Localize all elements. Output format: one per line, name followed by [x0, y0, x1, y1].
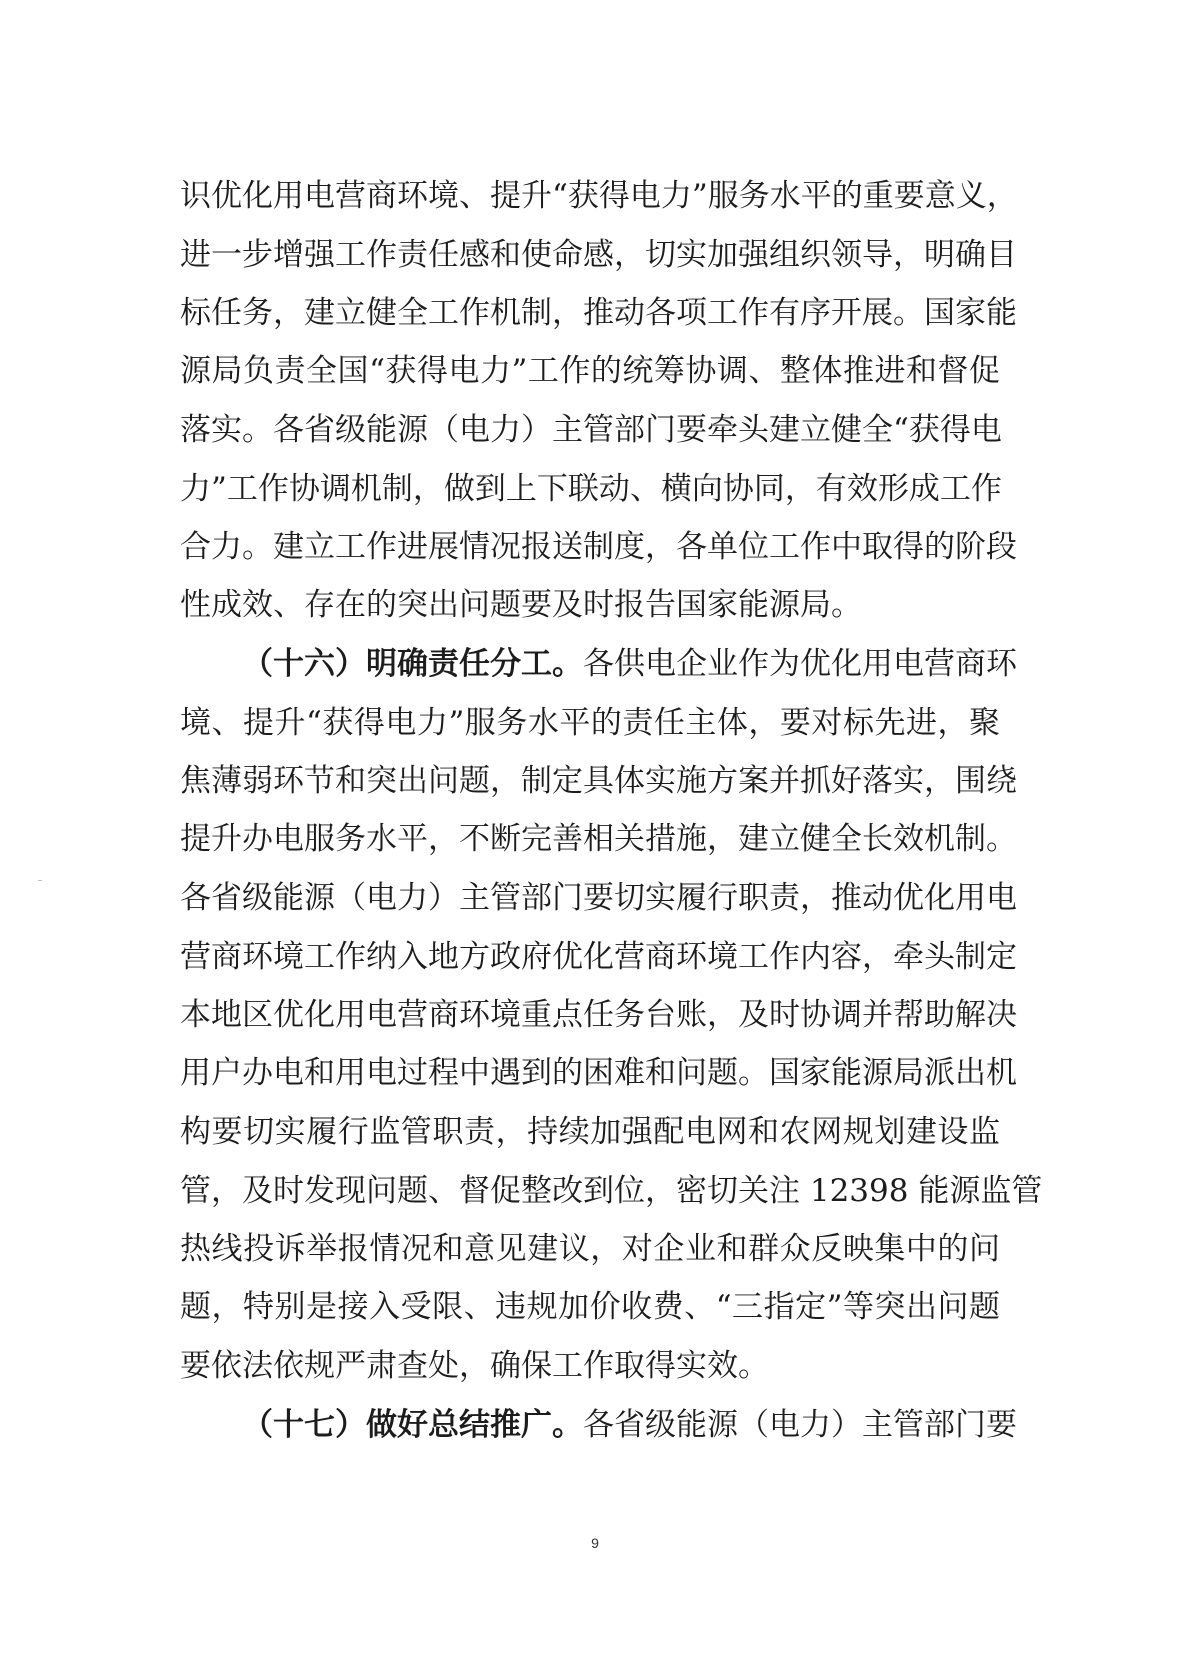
paragraph-line: 境、提升“获得电力”服务水平的责任主体，要对标先进，聚: [180, 705, 1000, 741]
paragraph-line: 热线投诉举报情况和意见建议，对企业和群众反映集中的问: [180, 1231, 1000, 1267]
section-17-heading: （十七）做好总结推广。: [242, 1407, 583, 1443]
paragraph-line: 进一步增强工作责任感和使命感，切实加强组织领导，明确目: [180, 237, 1017, 273]
paragraph-line: 构要切实履行监管职责，持续加强配电网和农网规划建设监: [180, 1114, 1000, 1150]
paragraph-line: 性成效、存在的突出问题要及时报告国家能源局。: [180, 587, 862, 623]
page-number: 9: [591, 1535, 599, 1551]
paragraph-line: 提升办电服务水平，不断完善相关措施，建立健全长效机制。: [180, 821, 1017, 857]
paragraph-line: 管，及时发现问题、督促整改到位，密切关注 12398 能源监管: [180, 1173, 1043, 1209]
paragraph-line: 合力。建立工作进展情况报送制度，各单位工作中取得的阶段: [180, 529, 1017, 565]
paragraph-line: 落实。各省级能源（电力）主管部门要牵头建立健全“获得电: [180, 412, 1002, 448]
section-17-first-line: [242, 1396, 1017, 1454]
paragraph-line: 要依法依规严肃查处，确保工作取得实效。: [180, 1348, 769, 1384]
paragraph-line: 焦薄弱环节和突出问题，制定具体实施方案并抓好落实，围绕: [180, 763, 1017, 799]
paragraph-line: 本地区优化用电营商环境重点任务台账，及时协调并帮助解决: [180, 997, 1017, 1033]
paragraph-line: 标任务，建立健全工作机制，推动各项工作有序开展。国家能: [180, 295, 1017, 331]
paragraph-line: 各省级能源（电力）主管部门要切实履行职责，推动优化用电: [180, 880, 1017, 916]
paragraph-line: 营商环境工作纳入地方政府优化营商环境工作内容，牵头制定: [180, 939, 1017, 975]
scan-artifact: [38, 880, 42, 881]
section-17-text: 各省级能源（电力）主管部门要: [583, 1407, 1017, 1443]
paragraph-line: 题，特别是接入受限、违规加价收费、“三指定”等突出问题: [180, 1289, 1000, 1325]
section-16-text: 各供电企业作为优化用电营商环: [583, 646, 1017, 682]
paragraph-line: 源局负责全国“获得电力”工作的统筹协调、整体推进和督促: [180, 353, 1000, 389]
section-16-heading: （十六）明确责任分工。: [242, 646, 583, 682]
paragraph-line: 力”工作协调机制，做到上下联动、横向协同，有效形成工作: [180, 471, 1002, 507]
section-16-first-line: [242, 635, 1017, 693]
paragraph-line: 识优化用电营商环境、提升“获得电力”服务水平的重要意义，: [180, 178, 1018, 214]
paragraph-line: 用户办电和用电过程中遇到的困难和问题。国家能源局派出机: [180, 1055, 1017, 1091]
